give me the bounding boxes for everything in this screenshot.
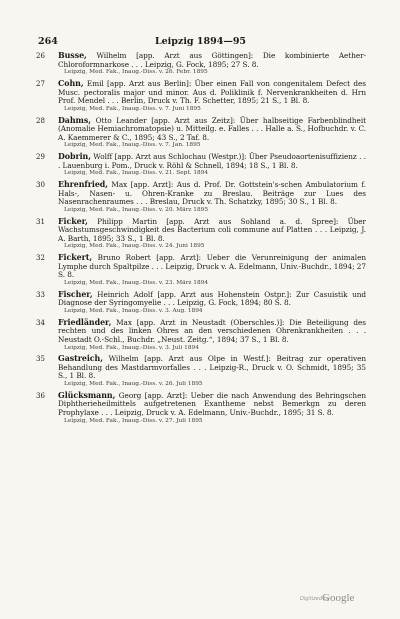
watermark-digitized-text: Digitized by: [300, 596, 330, 602]
entry-number: 32: [36, 254, 45, 263]
entry-body: [58, 218, 366, 244]
google-watermark: [300, 592, 370, 606]
entry-citation: Wolff [app. Arzt aus Schlochau (Westpr.)]: Über Pseudoaortenisuffizienz . . . Lauenburg i. Pom., Druck v. Röhl & Schnell, 1894; 18 S., 1 Bl. 8.: [58, 152, 366, 170]
entry-body: [58, 153, 366, 170]
author-name: Fickert,: [58, 253, 93, 263]
entry-body: [58, 80, 366, 106]
dissertation-note: Leipzig, Med. Fak., Inaug.-Diss. v. 3. Aug. 1894: [64, 307, 203, 314]
entry-citation: Emil [app. Arzt aus Berlin]: Über einen Fall von congenitalem Defect des Musc. pectoralis major und minor. Aus d. Poliklinik f. Nervenkrankheiten d. Hrn Prof. Mendel . . . Berlin, Druck v. Th. F. Schetter, 1895; 21 S., 1 Bl. 8.: [58, 78, 366, 106]
running-title: Leipzig 1894—95: [154, 36, 247, 47]
bibliography-entry: [36, 181, 366, 214]
bibliography-entry: [36, 52, 366, 77]
entry-body: [58, 392, 366, 418]
bibliography-entry: [36, 319, 366, 352]
entry-body: [58, 355, 366, 381]
entry-body: [58, 291, 366, 308]
author-name: Busse,: [58, 51, 87, 60]
entry-citation: Max [app. Arzt in Neustadt (Oberschles.)]: Die Beteiligung des rechten und des linken Ohres an den verschiedenen Ohrenkrankheiten . . . Neustadt O.-Schl., Buchdr. „Neust. Zeitg.“, 1894; 37 S., 1 Bl. 8.: [58, 317, 366, 344]
bibliography-entry: [36, 254, 366, 287]
entry-citation: Heinrich Adolf [app. Arzt aus Hohenstein Ostpr.]: Zur Casuistik und Diagnose der Syringomyelie . . . Leipzig, G. Fock, 1894; 80 S. 8.: [58, 289, 366, 308]
author-name: Ficker,: [58, 216, 88, 226]
entry-number: 34: [36, 318, 45, 327]
entry-body: [58, 319, 366, 345]
dissertation-note: Leipzig, Med. Fak., Inaug.-Diss. v. 7. Jan. 1895: [64, 142, 201, 149]
bibliography-entry: [36, 153, 366, 178]
entry-body: [58, 117, 366, 143]
entry-number: 31: [36, 217, 45, 226]
author-name: Fischer,: [58, 289, 93, 299]
author-name: Dahms,: [58, 115, 91, 125]
entry-number: 26: [36, 52, 45, 60]
entry-citation: Max [app. Arzt]: Aus d. Prof. Dr. Gottstein's-schen Ambulatorium f. Hals-, Nasen- u. Ohren-Kranke zu Breslau. Beiträge zur Lues des Nasenrachenraumes . . . Breslau, Druck v. Th. Schatzky, 1895; 30 S., 1 Bl. 8.: [58, 180, 367, 207]
entry-citation: Wilhelm [app. Arzt aus Olpe in Westf.]: Beitrag zur operativen Behandlung des Mastdarmvorfalles . . . Leipzig-R., Druck v. O. Schmidt, 1895; 35 S., 1 Bl. 8.: [58, 354, 366, 381]
entry-citation: Bruno Robert [app. Arzt]: Ueber die Verunreinigung der animalen Lymphe durch Spaltpilze . . . Leipzig, Druck v. A. Edelmann, Univ.-Buchdr., 1894; 27 S. 8.: [58, 253, 366, 280]
dissertation-note: Leipzig, Med. Fak., Inaug.-Diss. v. 26. Febr. 1895: [64, 69, 208, 76]
dissertation-note: Leipzig, Med. Fak., Inaug.-Diss. v. 7. Juni 1895: [64, 105, 201, 112]
dissertation-note: Leipzig, Med. Fak., Inaug.-Diss. v. 24. Juni 1895: [64, 243, 205, 250]
dissertation-note: Leipzig, Med. Fak., Inaug.-Diss. v. 3. Juli 1894: [64, 344, 199, 351]
author-name: Dobrin,: [58, 152, 91, 162]
entry-citation: Georg [app. Arzt]: Ueber die nach Anwendung des Behringschen Diphtherieheilmittels aufgetretenen Exantheme nebst Bemerkgn zu deren Prophylaxe . . . Leipzig, Druck v. A. Edelmann, Univ.-Buchdr., 1895; 31 S. 8.: [58, 390, 366, 418]
entry-citation: Wilhelm [app. Arzt aus Göttingen]: Die kombinierte Aether-Chloroformnarkose . . . Leipzig, G. Fock, 1895; 27 S. 8.: [58, 51, 366, 69]
watermark-logo-text: Google: [322, 592, 355, 604]
entry-citation: Philipp Martin [app. Arzt aus Sohland a. d. Spree]: Über Wachstumsgeschwindigkeit des Bacterium coli commune auf Platten . . . Leipzig, J. A. Barth, 1895; 33 S., 1 Bl. 8.: [58, 216, 366, 243]
dissertation-note: Leipzig, Med. Fak., Inaug.-Diss. v. 21. Sept. 1894: [64, 170, 209, 177]
author-name: Gastreich,: [58, 354, 103, 364]
dissertation-note: Leipzig, Med. Fak., Inaug.-Diss. v. 26. Juli 1895: [64, 381, 203, 388]
entry-body: [58, 52, 366, 69]
dissertation-note: Leipzig, Med. Fak., Inaug.-Diss. v. 27. Juli 1895: [64, 417, 203, 424]
dissertation-note: Leipzig, Med. Fak., Inaug.-Diss. v. 20. März 1895: [64, 206, 209, 213]
page-number: 264: [38, 36, 58, 47]
entry-number: 27: [36, 79, 45, 88]
entry-number: 28: [36, 116, 45, 125]
entry-body: [58, 254, 366, 280]
entry-number: 29: [36, 153, 45, 162]
bibliography-list: [36, 52, 366, 428]
bibliography-entry: [36, 291, 366, 316]
page-header: [38, 36, 363, 50]
entry-citation: Otto Leander [app. Arzt aus Zeitz]: Über halbseitige Farbenblindheit (Anomalie Hemiachromatopsie) u. Mitteilg. e. Falles . . . Halle a. S., Hofbuchdr. v. C. A. Kaemmerer & C., 1895; 43 S., 2 Taf. 8.: [58, 115, 366, 142]
entry-number: 36: [36, 391, 45, 400]
bibliography-entry: [36, 117, 366, 150]
author-name: Friedländer,: [58, 317, 112, 327]
author-name: Cohn,: [58, 78, 84, 88]
bibliography-entry: [36, 355, 366, 388]
bibliography-entry: [36, 218, 366, 251]
entry-body: [58, 181, 366, 207]
dissertation-note: Leipzig, Med. Fak., Inaug.-Diss. v. 23. März 1894: [64, 279, 209, 286]
entry-number: 33: [36, 290, 45, 299]
author-name: Glücksmann,: [58, 390, 116, 400]
entry-number: 35: [36, 355, 45, 364]
author-name: Ehrenfried,: [58, 180, 108, 190]
bibliography-entry: [36, 392, 366, 425]
entry-number: 30: [36, 181, 45, 190]
bibliography-entry: [36, 80, 366, 113]
